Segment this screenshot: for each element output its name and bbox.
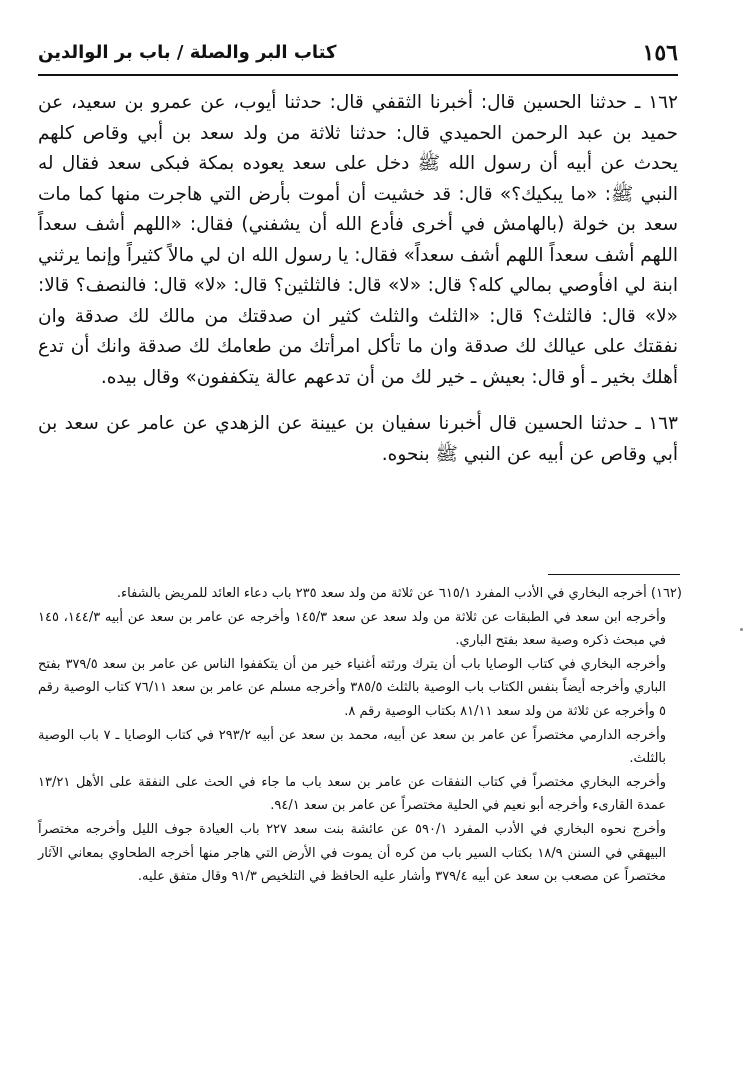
hadith-162: ١٦٢ ـ حدثنا الحسين قال: أخبرنا الثقفي قال: حدثنا أيوب، عن عمرو بن سعيد، عن حميد بن عبد الرحمن الحميدي قال: حدثنا ثلاثة من ولد سعد بن أبي وقاص كلهم يحدث عن أبيه أن رسول الله ﷺ دخل على سعد يعوده بمكة فبكى سعد فقال له النبي ﷺ: «ما يبكيك؟» قال: قد خشيت أن أموت بأرض التي هاجرت منها كما مات سعد بن خولة (بالهامش في أخرى فأدع الله أن يشفني) فقال: «اللهم أشف سعداً اللهم أشف سعداً اللهم أشف سعداً» فقال: يا رسول الله ان لي مالاً كثيراً وإنما يرثني ابنة لي افأوصي بمالي كله؟ قال: «لا» قال: فالثلثين؟ قال: «لا» قال: فالنصف؟ قالا: «لا» قال: فالثلث؟ قال: «الثلث والثلث كثير ان صدقتك من مالك لك صدقة وان نفقتك على عيالك لك صدقة وان ما تأكل امرأتك من طعامك لك صدقة وانك أن تدع أهلك بخير ـ أو قال: بعيش ـ خير لك من أن تدعهم عالة يتكففون» وقال بيده. (38, 92, 678, 388)
page-number: ١٥٦ (642, 40, 678, 66)
footnote-item: وأخرجه الدارمي مختصراً عن عامر بن سعد عن أبيه، محمد بن سعد عن أبيه ٢٩٣/٢ في كتاب الوصايا ـ ٧ باب الوصية بالثلث. (38, 727, 666, 767)
page-header (38, 40, 678, 76)
footnote-item: وأخرج نحوه البخاري في الأدب المفرد ٥٩٠/١ عن عائشة بنت سعد ٢٢٧ باب العيادة جوف الليل وأخرجه مختصراً البيهقي في السنن ١٨/٩ بكتاب السير باب من كره أن يموت في الأرض التي هاجر منها أخرجه الطحاوي بمعاني الآثار مختصراً عن مصعب بن سعد عن أبيه ٣٧٩/٤ وأشار عليه الحافظ في التلخيص ٩١/٣ وقال متفق عليه. (38, 821, 666, 885)
footnotes (38, 582, 682, 889)
hadith-163: ١٦٣ ـ حدثنا الحسين قال أخبرنا سفيان بن عيينة عن الزهدي عن عامر عن سعد بن أبي وقاص عن أبيه عن النبي ﷺ بنحوه. (38, 413, 678, 465)
footnote-item: وأخرجه ابن سعد في الطبقات عن ثلاثة من ولد سعد عن سعد ١٤٥/٣ وأخرجه عن عامر بن سعد عن أبيه ١٤٤/٣، ١٤٥ في مبحث ذكره وصية سعد بفتح الباري. (38, 609, 667, 649)
scan-speck (740, 628, 743, 631)
footnote-item: وأخرجه البخاري في كتاب الوصايا باب أن يترك ورثته أغنياء خير من أن يتكففوا الناس عن عامر بن سعد ٣٧٩/٥ بفتح الباري وأخرجه أيضاً بنفس الكتاب باب الوصية بالثلث ٣٨٥/٥ وأخرجه مسلم عن عامر بن سعد ٧٦/١١ كتاب الوصية رقم ٥ وأخرجه عن ثلاثة من ولد سعد ٨١/١١ بكتاب الوصية رقم ٨. (38, 656, 666, 719)
footnote-item: (١٦٢) أخرجه البخاري في الأدب المفرد ٦١٥/١ عن ثلاثة من ولد سعد ٢٣٥ باب دعاء العائد للمريض بالشفاء. (116, 586, 682, 601)
running-title: كتاب البر والصلة / باب بر الوالدين (38, 42, 337, 63)
footnote-item: وأخرجه البخاري مختصراً في كتاب النفقات عن عامر بن سعد باب ما جاء في الحث على النفقة على الأهل ١٣/٢١ عمدة القارىء وأخرجه أبو نعيم في الحلية مختصراً عن عامر بن سعد ٩٤/١. (38, 774, 666, 814)
main-text (38, 88, 678, 470)
footnote-separator (548, 574, 680, 575)
